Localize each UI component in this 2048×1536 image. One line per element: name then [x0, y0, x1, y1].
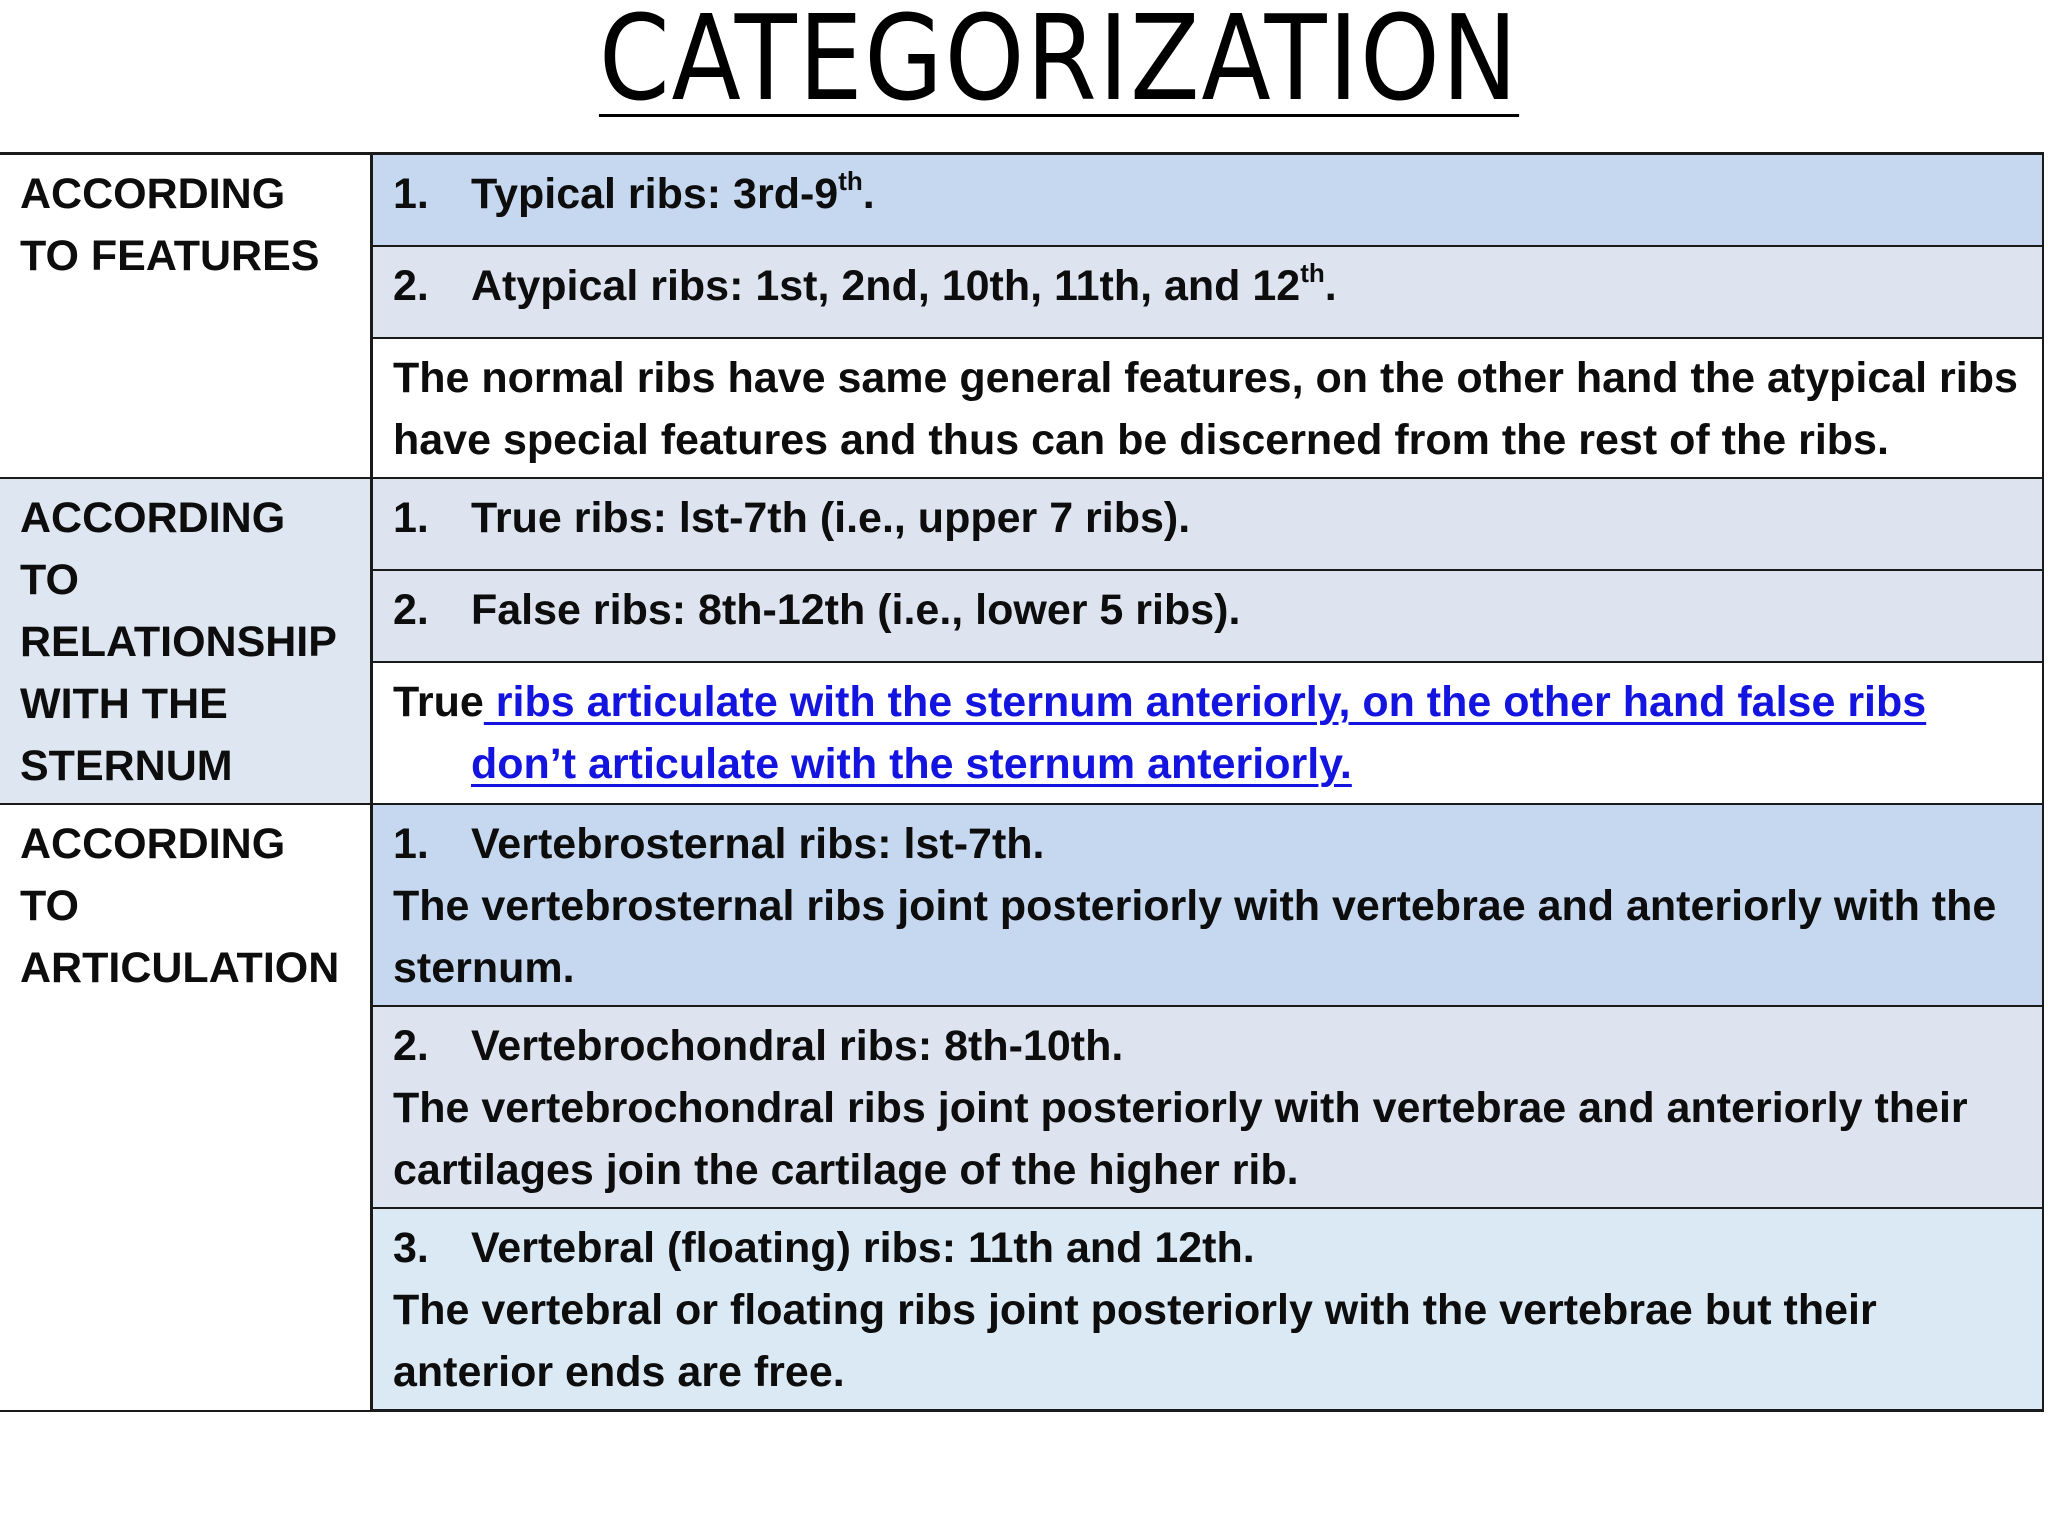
item-number: 1.	[393, 494, 429, 542]
item-number: 3.	[393, 1224, 429, 1272]
sternum-articulation-link[interactable]: ribs articulate with the sternum anteriorly, on the other hand false ribs don’t articulate with the sternum anteriorly.	[471, 678, 1927, 788]
list-item	[372, 570, 2044, 662]
page-title-wrapper	[0, 0, 2048, 127]
item-text: Atypical ribs: 1st, 2nd, 10th, 11th, and 12	[471, 262, 1301, 310]
list-item	[372, 478, 2044, 570]
item-number: 2.	[393, 586, 429, 634]
list-item	[372, 154, 2044, 247]
item-tail: .	[862, 170, 875, 218]
category-label-articulation: ACCORDING TO ARTICULATION	[0, 804, 372, 1411]
list-item	[372, 1208, 2044, 1411]
item-number: 1.	[393, 170, 429, 218]
superscript: th	[838, 166, 863, 196]
table-row	[0, 478, 2043, 570]
item-text: False ribs: 8th-12th (i.e., lower 5 ribs).	[471, 586, 1241, 634]
item-number: 1.	[393, 820, 429, 868]
item-description: The vertebrochondral ribs joint posteriorly with vertebrae and anteriorly their cartilages join the cartilage of the higher rib.	[393, 1084, 1968, 1194]
item-number: 2.	[393, 262, 429, 310]
page-title: CATEGORIZATION	[598, 0, 1520, 127]
item-heading: Vertebral (floating) ribs: 11th and 12th.	[471, 1224, 1255, 1272]
item-description: The vertebral or floating ribs joint posteriorly with the vertebrae but their anterior ends are free.	[393, 1286, 1877, 1396]
table-row	[0, 154, 2043, 247]
item-heading: Vertebrosternal ribs: lst-7th.	[471, 820, 1045, 868]
categorization-table	[0, 152, 2044, 1412]
item-description: The vertebrosternal ribs joint posteriorly with vertebrae and anteriorly with the sternum.	[393, 882, 1997, 992]
item-number: 2.	[393, 1022, 429, 1070]
list-item	[372, 804, 2044, 1006]
description-prefix: True	[393, 678, 484, 726]
table-row	[0, 804, 2043, 1006]
item-tail: .	[1324, 262, 1337, 310]
list-item	[372, 1006, 2044, 1208]
item-text: True ribs: lst-7th (i.e., upper 7 ribs).	[471, 494, 1191, 542]
item-text: Typical ribs: 3rd-9	[471, 170, 839, 218]
category-label-features: ACCORDING TO FEATURES	[0, 154, 372, 479]
description-cell: The normal ribs have same general features, on the other hand the atypical ribs have special features and thus can be discerned from the rest of the ribs.	[372, 338, 2044, 478]
item-heading: Vertebrochondral ribs: 8th-10th.	[471, 1022, 1124, 1070]
description-cell	[372, 662, 2044, 804]
superscript: th	[1300, 258, 1325, 288]
list-item	[372, 246, 2044, 338]
category-label-sternum: ACCORDING TO RELATIONSHIP WITH THE STERNUM	[0, 478, 372, 804]
